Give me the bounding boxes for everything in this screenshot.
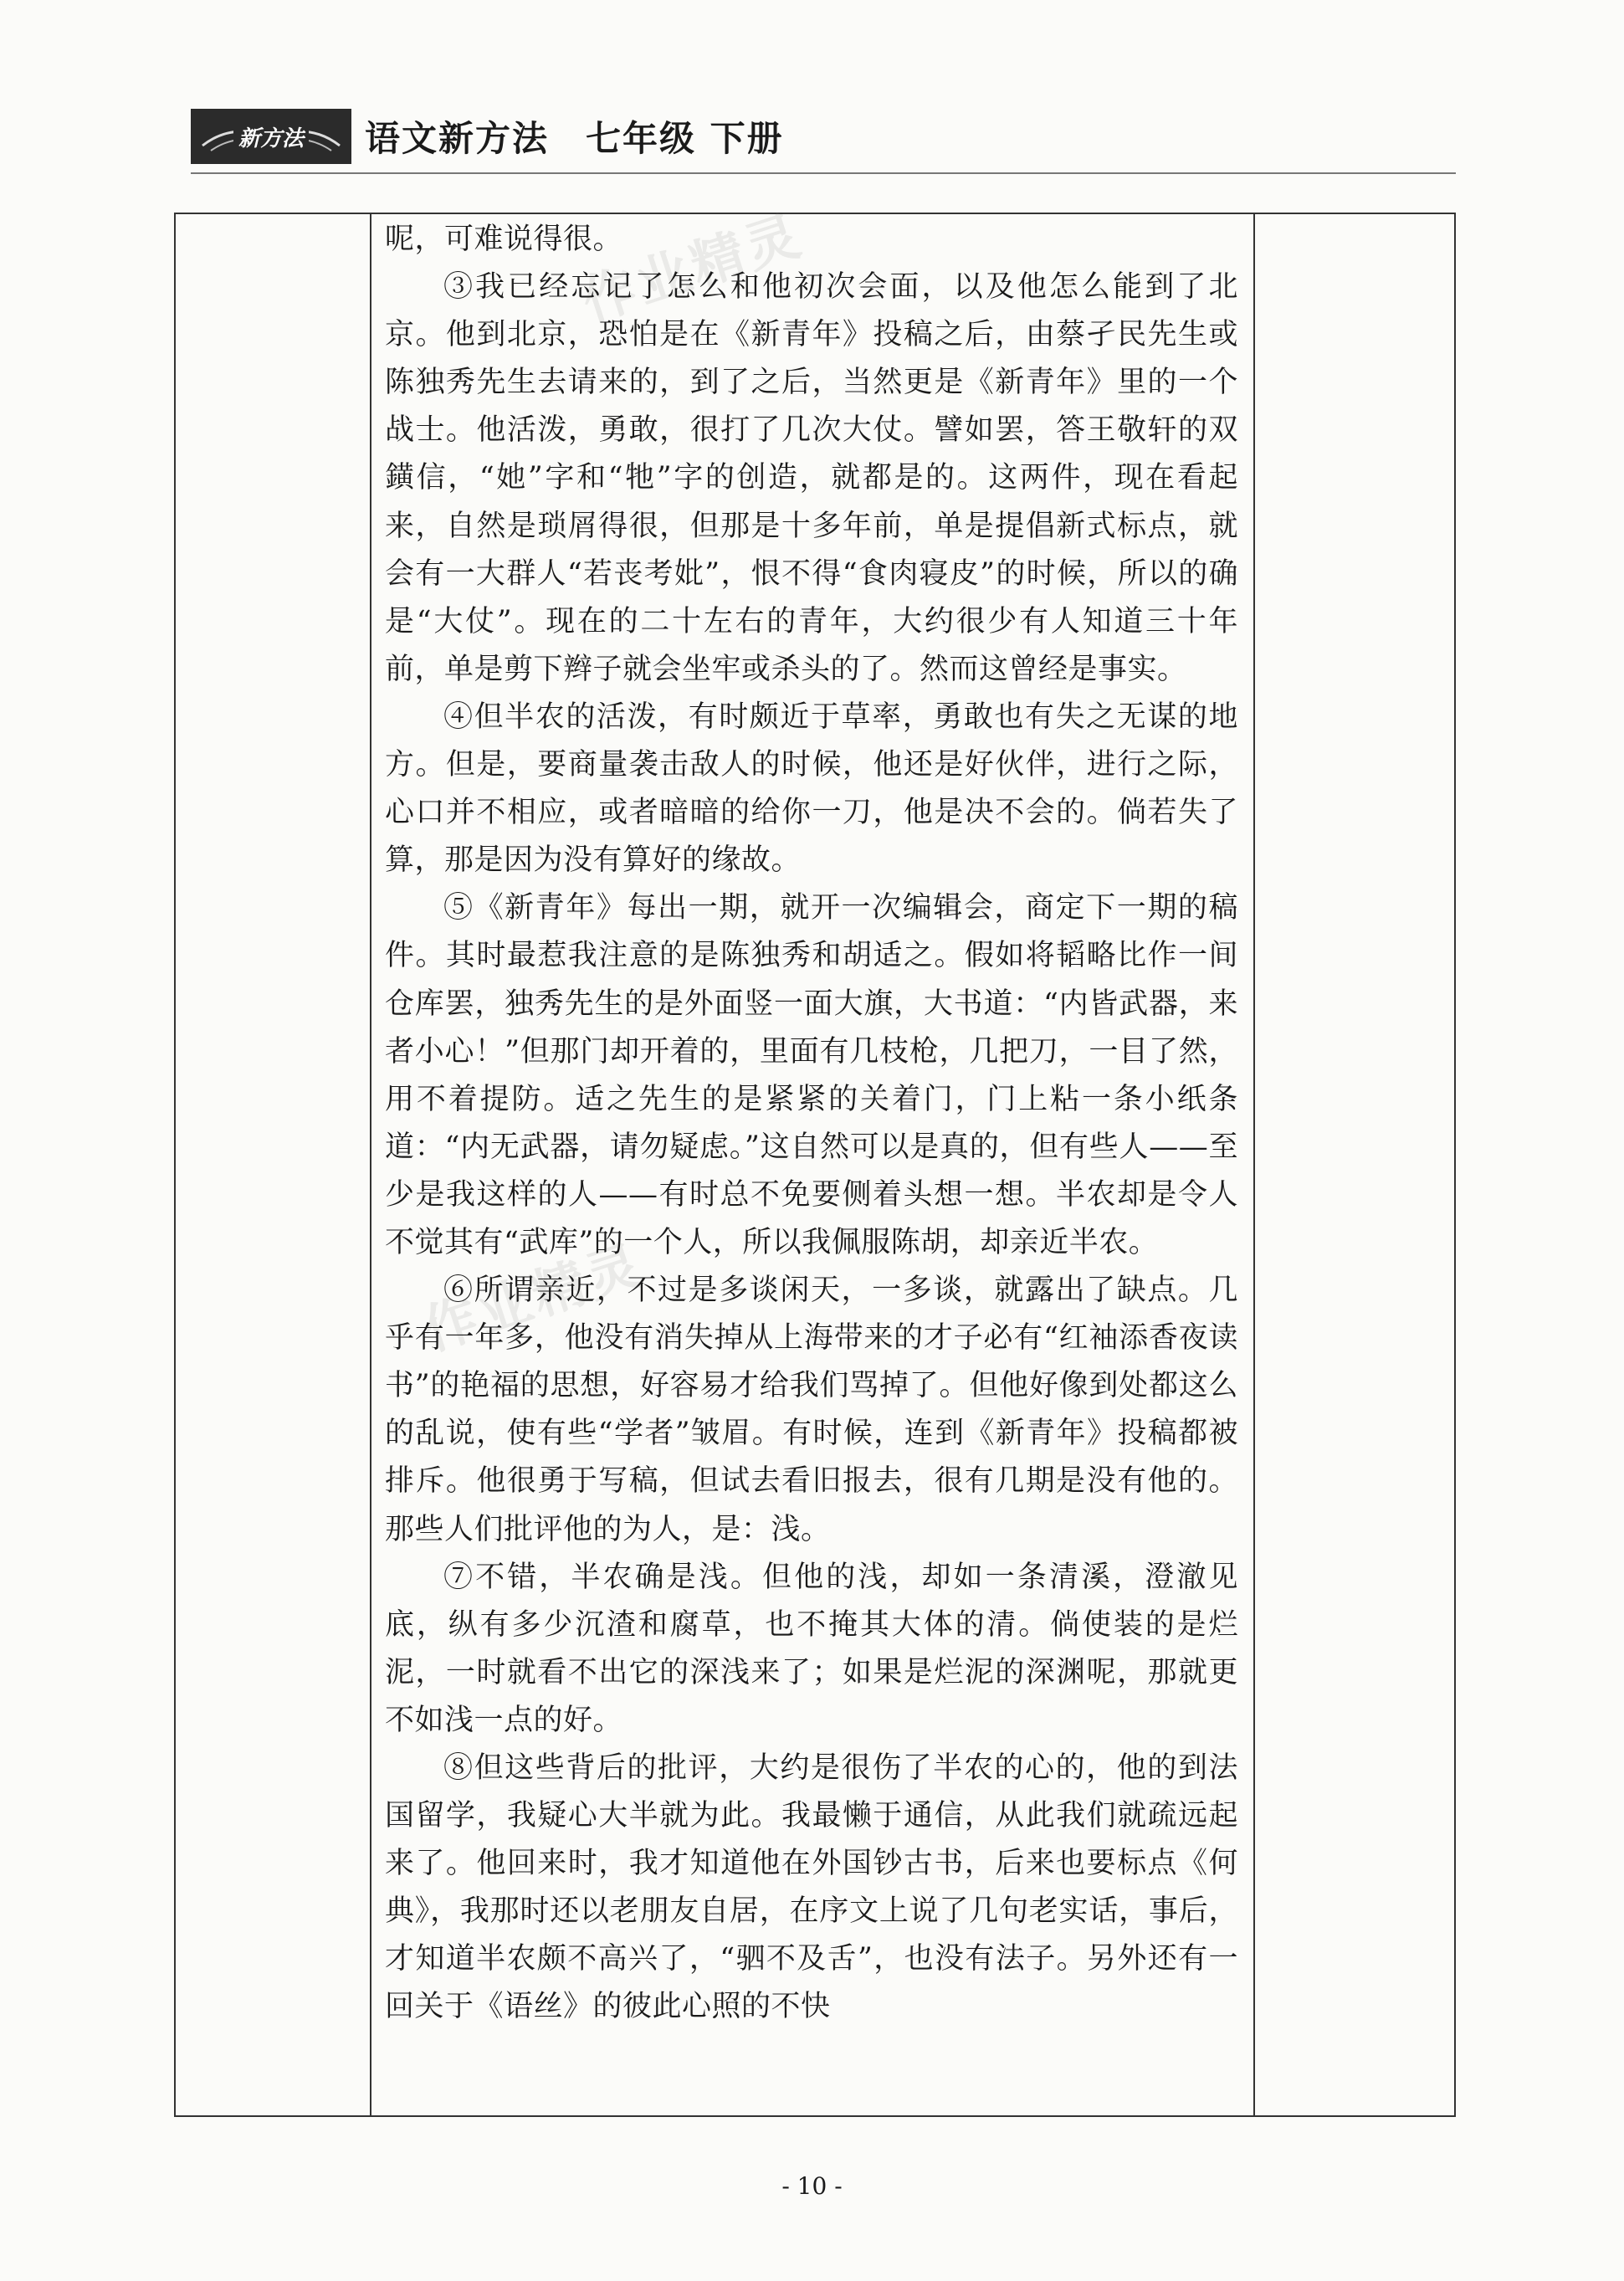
- paragraph: 呢，可难说得很。: [385, 223, 623, 256]
- paragraph: ④但半农的活泼，有时颇近于草率，勇敢也有失之无谋的地方。但是，要商量袭击敌人的时候，他还是好伙伴，进行之际，心口并不相应，或者暗暗的给你一刀，他是决不会的。倘若失了算，那是因为没有算好的缘故。: [385, 700, 1238, 878]
- watermark: 作业精灵: [575, 204, 811, 334]
- paragraph: ③我已经忘记了怎么和他初次会面，以及他怎么能到了北京。他到北京，恐怕是在《新青年》投稿之后，由蔡孑民先生或陈独秀先生去请来的，到了之后，当然更是《新青年》里的一个战士。他活泼，勇敢，很打了几次大仗。譬如罢，答王敬轩的双鐄信，“她”字和“牠”字的创造，就都是的。这两件，现在看起来，自然是琐屑得很，但那是十多年前，单是提倡新式标点，就会有一大群人“若丧考妣”，恨不得“食肉寝皮”的时候，所以的确是“大仗”。现在的二十左右的青年，大约很少有人知道三十年前，单是剪下辫子就会坐牢或杀头的了。然而这曾经是事实。: [385, 270, 1238, 686]
- left-column-divider: [370, 214, 371, 2115]
- paragraph: ⑤《新青年》每出一期，就开一次编辑会，商定下一期的稿件。其时最惹我注意的是陈独秀和胡适之。假如将韬略比作一间仓库罢，独秀先生的是外面竖一面大旗，大书道：“内皆武器，来者小心！”但那门却开着的，里面有几枝枪，几把刀，一目了然，用不着提防。适之先生的是紧紧的关着门，门上粘一条小纸条道：“内无武器，请勿疑虑。”这自然可以是真的，但有些人——至少是我这样的人——有时总不免要侧着头想一想。半农却是令人不觉其有“武库”的一个人，所以我佩服陈胡，却亲近半农。: [385, 891, 1238, 1259]
- publisher-logo: [191, 109, 351, 164]
- watermark: 作业精灵: [416, 1233, 652, 1363]
- right-column-divider: [1253, 214, 1255, 2115]
- book-title: 语文新方法 七年级 下册: [365, 118, 784, 159]
- header-divider: [191, 172, 1456, 174]
- paragraph: ⑥所谓亲近，不过是多谈闲天，一多谈，就露出了缺点。几乎有一年多，他没有消失掉从上海带来的才子必有“红袖添香夜读书”的艳福的思想，好容易才给我们骂掉了。但他好像到处都这么的乱说，使有些“学者”皱眉。有时候，连到《新青年》投稿都被排斥。他很勇于写稿，但试去看旧报去，很有几期是没有他的。那些人们批评他的为人，是：浅。: [385, 1274, 1238, 1546]
- page-header: [191, 107, 784, 166]
- paragraph: ⑦不错，半农确是浅。但他的浅，却如一条清溪，澄澈见底，纵有多少沉渣和腐草，也不掩其大体的清。倘使装的是烂泥，一时就看不出它的深浅来了；如果是烂泥的深渊呢，那就更不如浅一点的好。: [385, 1560, 1238, 1737]
- logo-text: 新方法: [233, 121, 309, 152]
- page-number: - 10 -: [781, 2172, 843, 2200]
- paragraph: ⑧但这些背后的批评，大约是很伤了半农的心的，他的到法国留学，我疑心大半就为此。我最懒于通信，从此我们就疏远起来了。他回来时，我才知道他在外国钞古书，后来也要标点《何典》，我那时还以老朋友自居，在序文上说了几句老实话，事后，才知道半农颇不高兴了，“驷不及舌”，也没有法子。另外还有一回关于《语丝》的彼此心照的不快: [385, 1751, 1238, 2024]
- article-text: [385, 216, 1238, 2032]
